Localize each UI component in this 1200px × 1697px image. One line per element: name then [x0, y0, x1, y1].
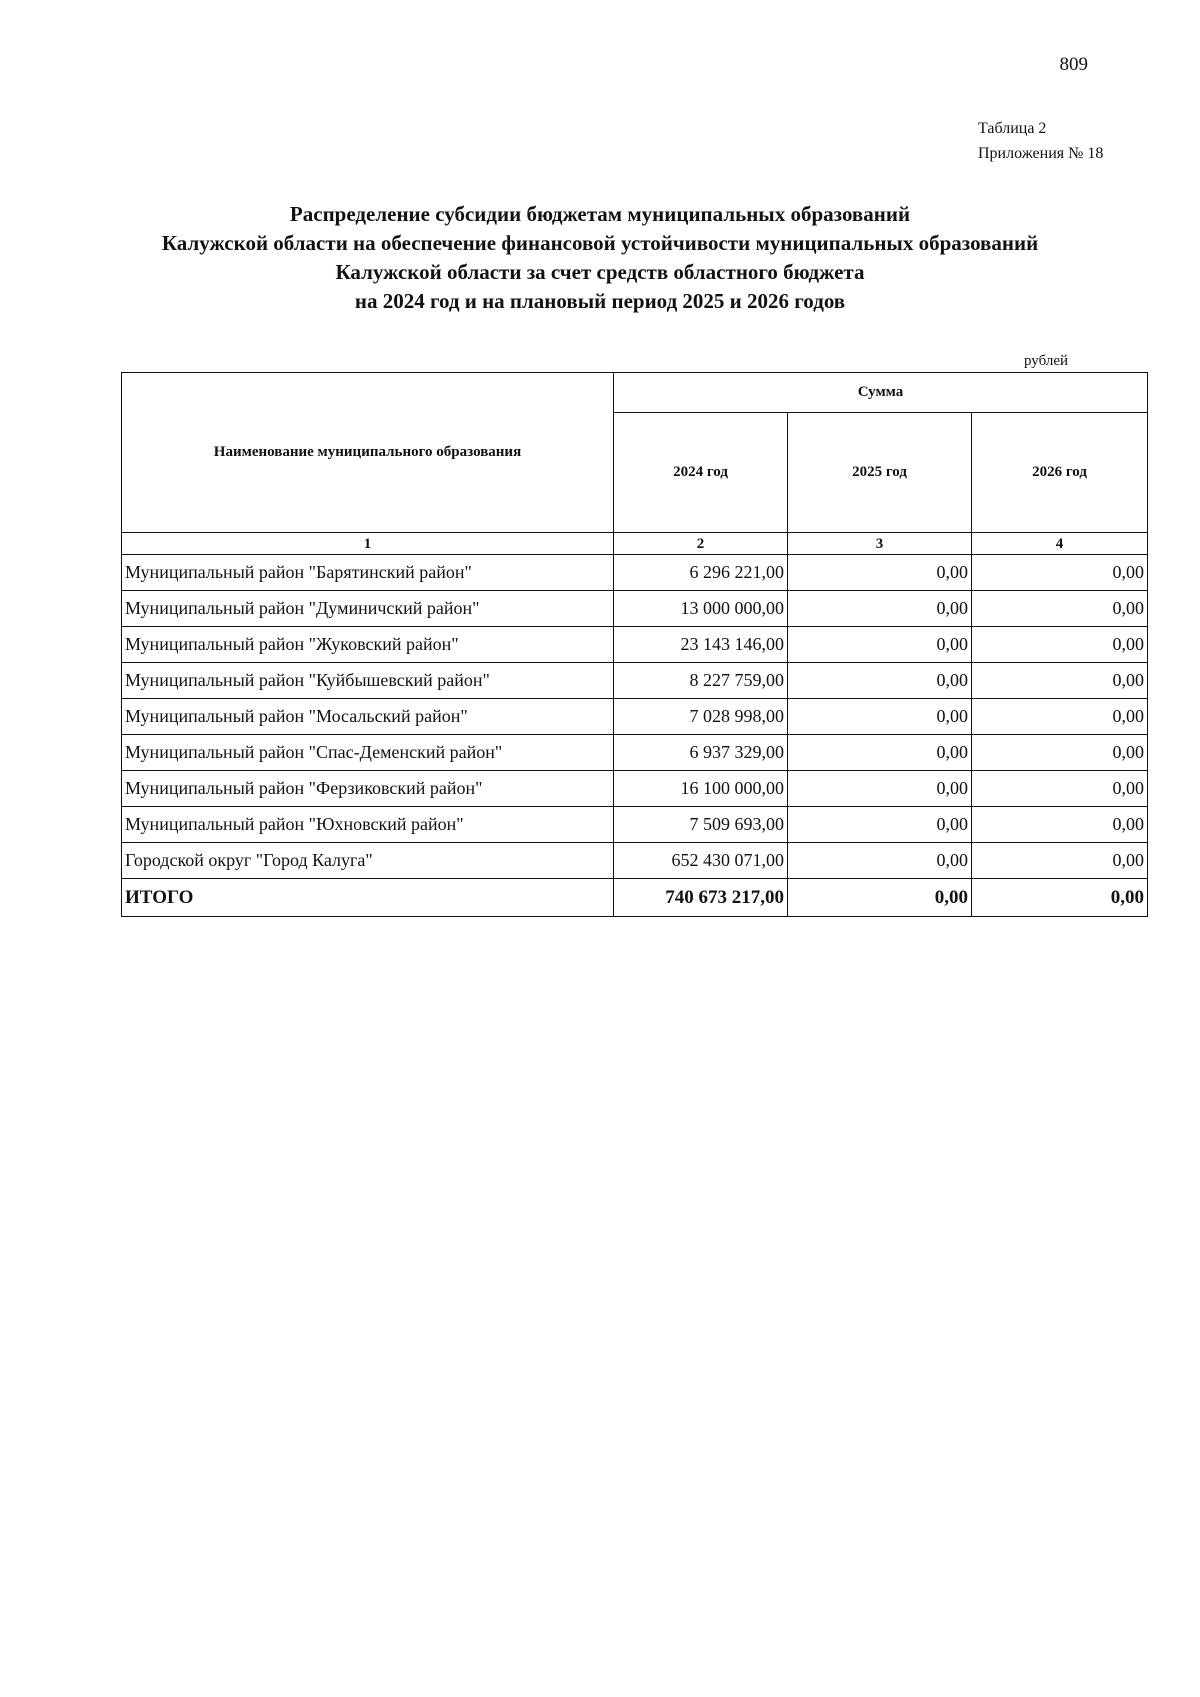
amount-2026: 0,00	[972, 771, 1148, 807]
title-line-1: Распределение субсидии бюджетам муниципальных образований	[289, 202, 911, 226]
amount-2026: 0,00	[972, 627, 1148, 663]
amount-2025: 0,00	[788, 591, 972, 627]
table-row	[122, 843, 1148, 879]
amount-2026: 0,00	[972, 807, 1148, 843]
table-row	[122, 699, 1148, 735]
municipality-name: Муниципальный район "Думиничский район"	[122, 591, 614, 627]
amount-2026: 0,00	[972, 735, 1148, 771]
appendix-ref-line: Приложения № 18	[978, 145, 1104, 162]
table-row	[122, 735, 1148, 771]
amount-2025: 0,00	[788, 843, 972, 879]
amount-2024: 7 028 998,00	[614, 699, 788, 735]
municipality-name: Муниципальный район "Юхновский район"	[122, 807, 614, 843]
header-municipality-name: Наименование муниципального образования	[122, 373, 614, 533]
amount-2024: 16 100 000,00	[614, 771, 788, 807]
units-label: рублей	[1024, 353, 1069, 369]
amount-2025: 0,00	[788, 627, 972, 663]
amount-2026: 0,00	[972, 591, 1148, 627]
municipality-name: Муниципальный район "Барятинский район"	[122, 555, 614, 591]
table-row	[122, 771, 1148, 807]
table-reference	[978, 116, 1103, 166]
amount-2025: 0,00	[788, 771, 972, 807]
amount-2025: 0,00	[788, 555, 972, 591]
table-ref-line: Таблица 2	[978, 120, 1047, 137]
title-line-3: Калужской области за счет средств областного бюджета	[335, 260, 865, 284]
table-row	[122, 627, 1148, 663]
municipality-name: Муниципальный район "Мосальский район"	[122, 699, 614, 735]
amount-2025: 0,00	[788, 807, 972, 843]
amount-2024: 23 143 146,00	[614, 627, 788, 663]
column-number: 4	[972, 533, 1148, 555]
amount-2024: 6 296 221,00	[614, 555, 788, 591]
header-year-2025: 2025 год	[788, 413, 972, 533]
municipality-name: Муниципальный район "Ферзиковский район"	[122, 771, 614, 807]
municipality-name: Городской округ "Город Калуга"	[122, 843, 614, 879]
header-year-2026: 2026 год	[972, 413, 1148, 533]
total-2026: 0,00	[972, 879, 1148, 917]
total-2025: 0,00	[788, 879, 972, 917]
table-row	[122, 663, 1148, 699]
amount-2026: 0,00	[972, 555, 1148, 591]
municipality-name: Муниципальный район "Куйбышевский район"	[122, 663, 614, 699]
page-number: 809	[1059, 54, 1088, 75]
header-year-2024: 2024 год	[614, 413, 788, 533]
subsidy-table	[121, 372, 1148, 917]
amount-2024: 7 509 693,00	[614, 807, 788, 843]
amount-2024: 652 430 071,00	[614, 843, 788, 879]
total-row	[122, 879, 1148, 917]
table-row	[122, 807, 1148, 843]
amount-2026: 0,00	[972, 843, 1148, 879]
municipality-name: Муниципальный район "Жуковский район"	[122, 627, 614, 663]
column-number: 1	[122, 533, 614, 555]
amount-2024: 8 227 759,00	[614, 663, 788, 699]
title-line-4: на 2024 год и на плановый период 2025 и 2026 годов	[354, 289, 846, 313]
table-row	[122, 591, 1148, 627]
amount-2024: 6 937 329,00	[614, 735, 788, 771]
municipality-name: Муниципальный район "Спас-Деменский район"	[122, 735, 614, 771]
document-title	[100, 200, 1100, 316]
header-sum-group: Сумма	[614, 373, 1148, 413]
amount-2025: 0,00	[788, 735, 972, 771]
column-number: 2	[614, 533, 788, 555]
total-label: ИТОГО	[122, 879, 614, 917]
table-row	[122, 555, 1148, 591]
amount-2025: 0,00	[788, 699, 972, 735]
column-number: 3	[788, 533, 972, 555]
amount-2024: 13 000 000,00	[614, 591, 788, 627]
total-2024: 740 673 217,00	[614, 879, 788, 917]
amount-2026: 0,00	[972, 699, 1148, 735]
amount-2026: 0,00	[972, 663, 1148, 699]
amount-2025: 0,00	[788, 663, 972, 699]
title-line-2: Калужской области на обеспечение финансовой устойчивости муниципальных образований	[161, 231, 1039, 255]
